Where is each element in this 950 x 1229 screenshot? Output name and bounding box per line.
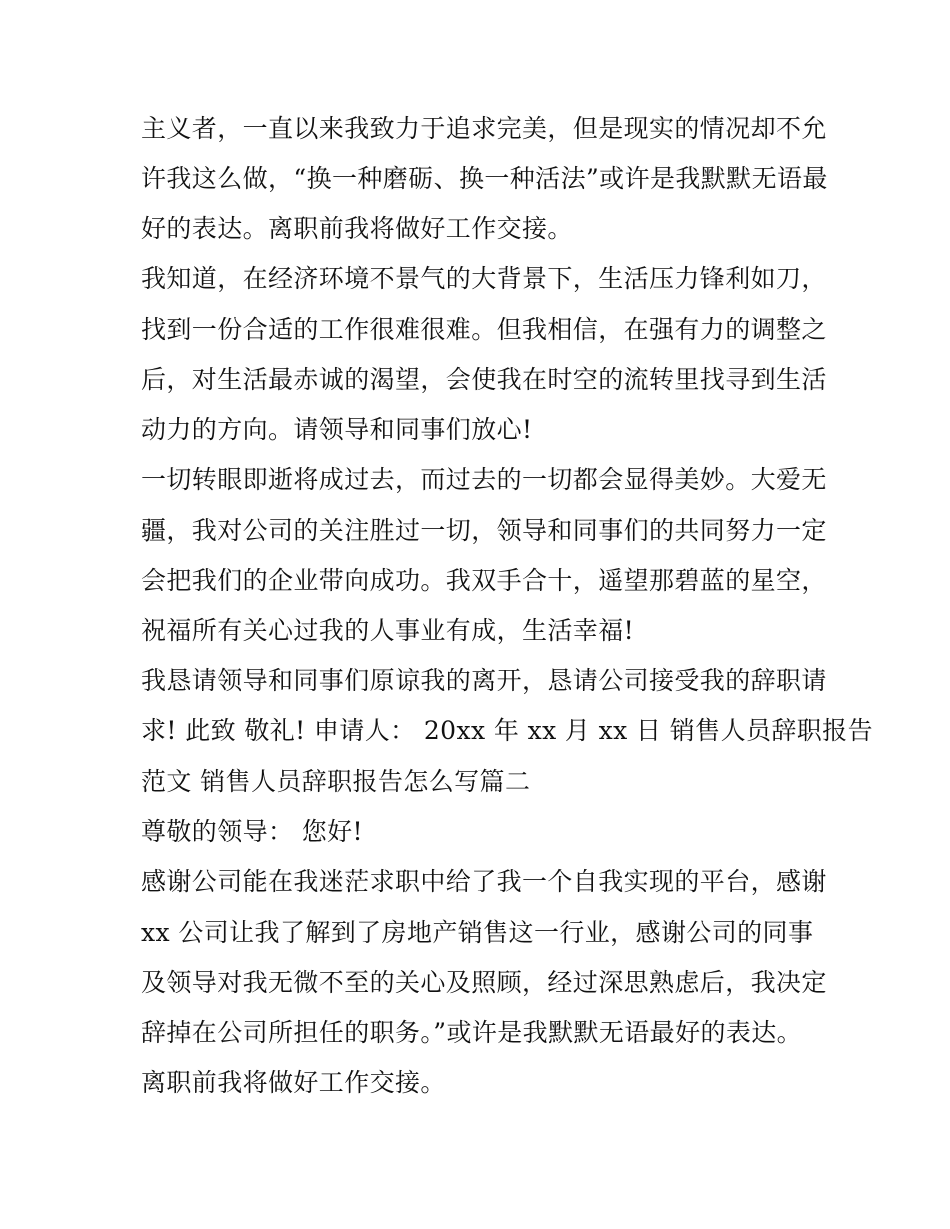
text-line: 好的表达。离职前我将做好工作交接。	[141, 214, 573, 243]
text-line: 后，对生活最赤诚的渴望，会使我在时空的流转里找寻到生活	[141, 365, 827, 394]
text-line: 及领导对我无微不至的关心及照顾，经过深思熟虑后，我决定	[141, 968, 827, 997]
text-line: 离职前我将做好工作交接。	[141, 1068, 446, 1097]
text-line: 尊敬的领导： 您好!	[141, 817, 363, 846]
text-line: 求! 此致 敬礼! 申请人： 20xx 年 xx 月 xx 日 销售人员辞职报告	[141, 716, 873, 745]
text-line: 我恳请领导和同事们原谅我的离开，恳请公司接受我的辞职请	[141, 666, 827, 695]
text-line: 主义者，一直以来我致力于追求完美，但是现实的情况却不允	[141, 114, 827, 143]
text-line: 感谢公司能在我迷茫求职中给了我一个自我实现的平台，感谢	[141, 867, 827, 896]
text-line: 一切转眼即逝将成过去，而过去的一切都会显得美妙。大爱无	[141, 465, 827, 494]
text-line: 会把我们的企业带向成功。我双手合十，遥望那碧蓝的星空，	[141, 566, 827, 595]
text-line: 许我这么做，“换一种磨砺、换一种活法”或许是我默默无语最	[141, 164, 828, 193]
text-line: xx 公司让我了解到了房地产销售这一行业，感谢公司的同事	[141, 918, 814, 947]
text-line: 我知道，在经济环境不景气的大背景下，生活压力锋利如刀，	[141, 264, 827, 293]
text-line: 祝福所有关心过我的人事业有成，生活幸福!	[141, 616, 635, 645]
text-line: 范文 销售人员辞职报告怎么写篇二	[141, 767, 531, 796]
text-line: 疆，我对公司的关注胜过一切，领导和同事们的共同努力一定	[141, 516, 827, 545]
text-line: 辞掉在公司所担任的职务。”或许是我默默无语最好的表达。	[141, 1018, 803, 1047]
text-line: 找到一份合适的工作很难很难。但我相信，在强有力的调整之	[141, 315, 827, 344]
text-line: 动力的方向。请领导和同事们放心!	[141, 415, 533, 444]
